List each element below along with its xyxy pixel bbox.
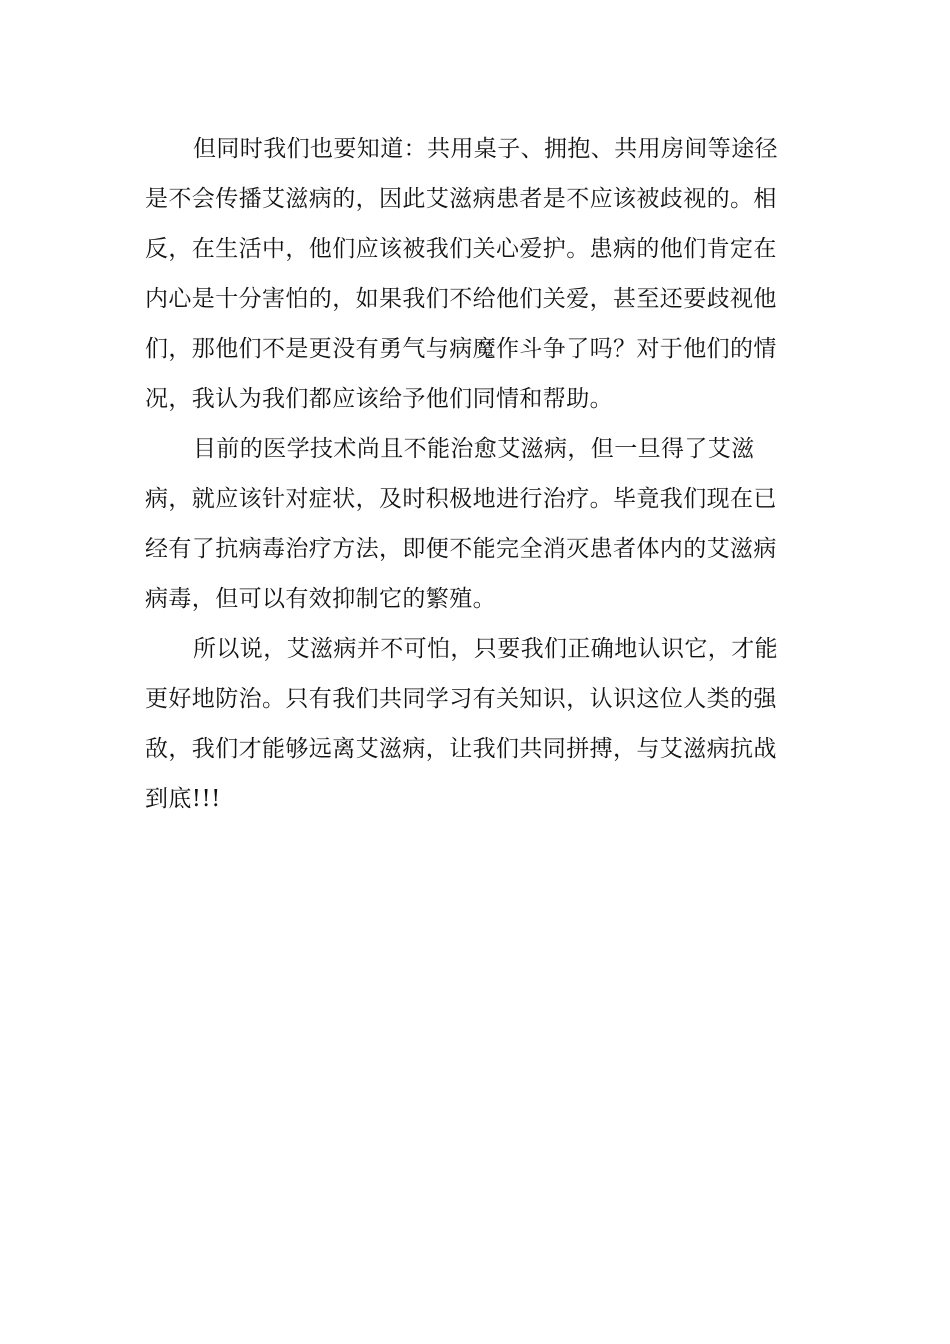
text-line: 病毒，但可以有效抑制它的繁殖。 [145, 586, 496, 612]
text-line: 况，我认为我们都应该给予他们同情和帮助。 [145, 386, 613, 412]
paragraph-2 [145, 424, 795, 624]
text-line: 敌，我们才能够远离艾滋病，让我们共同拼搏，与艾滋病抗战 [145, 736, 777, 762]
text-line: 所以说，艾滋病并不可怕，只要我们正确地认识它，才能 [193, 636, 778, 662]
text-line: 病，就应该针对症状，及时积极地进行治疗。毕竟我们现在已 [145, 486, 777, 512]
text-line: 们，那他们不是更没有勇气与病魔作斗争了吗？对于他们的情 [145, 336, 777, 362]
paragraph-1 [145, 124, 795, 424]
text-line: 到底!!! [145, 786, 221, 812]
text-line: 更好地防治。只有我们共同学习有关知识，认识这位人类的强 [145, 686, 777, 712]
text-line: 目前的医学技术尚且不能治愈艾滋病，但一旦得了艾滋 [193, 436, 755, 462]
paragraph-3 [145, 624, 795, 824]
text-line: 是不会传播艾滋病的，因此艾滋病患者是不应该被歧视的。相 [145, 186, 777, 212]
text-line: 反，在生活中，他们应该被我们关心爱护。患病的他们肯定在 [145, 236, 777, 262]
text-line: 内心是十分害怕的，如果我们不给他们关爱，甚至还要歧视他 [145, 286, 777, 312]
text-line: 但同时我们也要知道：共用桌子、拥抱、共用房间等途径 [193, 136, 778, 162]
text-line: 经有了抗病毒治疗方法，即便不能完全消灭患者体内的艾滋病 [145, 536, 777, 562]
document-body [145, 124, 795, 824]
